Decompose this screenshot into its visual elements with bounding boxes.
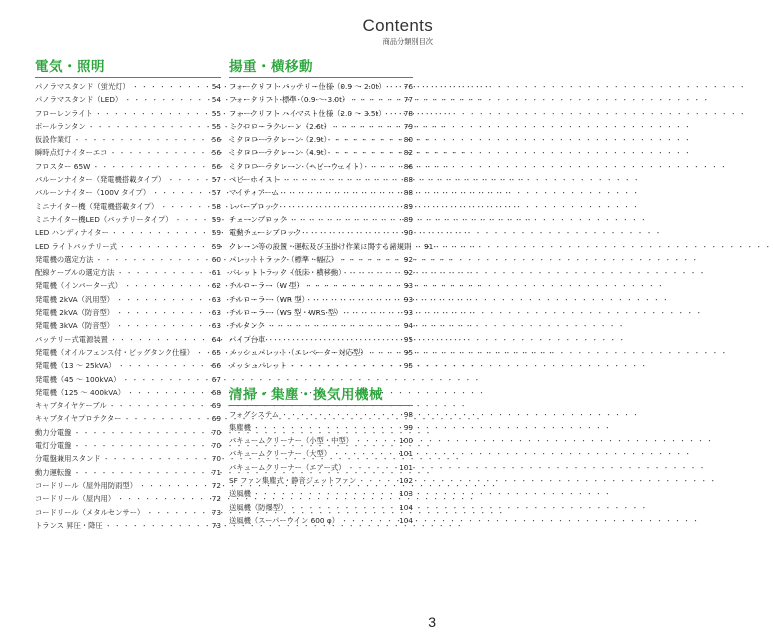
toc-entry [35, 215, 221, 228]
toc-entry-label: ミクロローラクレーン（2.6t） [229, 121, 331, 131]
toc-entry [35, 308, 221, 321]
toc-entry [35, 321, 221, 334]
toc-entry [229, 122, 413, 135]
toc-entry-page: 56 [211, 148, 221, 158]
toc-entry-label: SF ファン集塵式・静音ジェットファン [229, 476, 357, 486]
toc-entry [35, 135, 221, 148]
dot-leader [331, 122, 401, 132]
toc-entry-page: 95 [403, 347, 413, 357]
toc-entry [229, 449, 413, 462]
toc-entry-page: 76 [403, 82, 413, 91]
toc-entry [35, 441, 221, 454]
toc-entry-label: LED ライトバッテリー式 [35, 241, 117, 251]
toc-entry-label: ミクロローラクレーン（2.9t） [229, 135, 331, 145]
toc-entry-page: 72 [211, 480, 221, 490]
toc-entry-label: クレーン等の設置・運転及び玉掛け作業に関する諸規則 [229, 241, 412, 251]
toc-entry-label: チェーンブロック [229, 214, 287, 224]
dot-leader [304, 281, 401, 291]
toc-entry-page: 90 [403, 228, 413, 238]
toc-entry [229, 162, 413, 175]
toc-entry [229, 268, 413, 281]
dot-leader [309, 295, 401, 305]
toc-entry-page: 93 [403, 294, 413, 304]
toc-entry-page: 64 [211, 334, 221, 344]
toc-entry [229, 348, 413, 361]
toc-entry-page: 94 [403, 321, 413, 331]
toc-entry-page: 73 [211, 507, 221, 517]
toc-entry-page: 61 [211, 268, 221, 278]
toc-entry-label: 集塵機 [229, 422, 251, 432]
section-title-cleaning: 清掃・集塵・換気用機械 [229, 383, 413, 406]
dot-leader [122, 95, 209, 105]
dot-leader [301, 228, 401, 238]
dot-leader [107, 401, 209, 411]
toc-entry-label: LED ハンディナイター [35, 228, 109, 238]
toc-entry-page: 80 [403, 135, 413, 145]
toc-entry [35, 148, 221, 161]
toc-entry-page: 89 [403, 201, 413, 211]
toc-entry [229, 109, 413, 122]
toc-entry-label: 送風機（スーパーウイン 600 φ） [229, 515, 339, 525]
dot-leader [137, 481, 209, 491]
toc-entry-label: チルタンク [229, 321, 265, 331]
toc-entry-page: 79 [403, 121, 413, 131]
toc-entry-label: コードリール（屋内用） [35, 494, 116, 504]
toc-entry [35, 388, 221, 401]
dot-leader [346, 463, 400, 473]
toc-entry [35, 281, 221, 294]
toc-entry-label: キャブタイヤケーブル [35, 401, 107, 411]
toc-entry-label: フロスター 65W [35, 161, 91, 171]
toc-entry-label: 分電盤兼用スタンド [35, 454, 101, 464]
toc-entry-label: 発電機の選定方法 [35, 254, 94, 264]
toc-entry [229, 516, 413, 529]
toc-entry-page: 71 [211, 467, 221, 477]
toc-entry-page: 92 [403, 268, 413, 278]
toc-entry-label: 電動チェーンブロック [229, 228, 302, 238]
toc-entry [35, 82, 221, 95]
toc-entry [35, 348, 221, 361]
dot-leader [386, 82, 401, 92]
toc-entry [229, 255, 413, 268]
toc-entry [229, 95, 413, 108]
toc-entry [35, 188, 221, 201]
toc-entry-page: 70 [211, 441, 221, 451]
toc-entry-label: 発電機（125 ～ 400kVA） [35, 387, 126, 397]
toc-entry [35, 255, 221, 268]
toc-entry-label: パレットトラック（標準・幅広） [229, 254, 339, 264]
toc-entry [229, 295, 413, 308]
toc-entry-label: 送風機（防爆型） [229, 502, 288, 512]
toc-entry-label: キャブタイヤプロテクター [35, 414, 122, 424]
toc-entry-page: 70 [211, 454, 221, 464]
dot-leader [125, 388, 209, 398]
dot-leader [150, 188, 209, 198]
left-column [35, 55, 221, 534]
dot-leader [339, 516, 399, 526]
toc-entry [229, 423, 413, 436]
dot-leader [165, 175, 209, 185]
toc-entry [229, 503, 413, 516]
toc-entry-label: 配線ケーブルの選定方法 [35, 268, 115, 278]
toc-entry [35, 428, 221, 441]
dot-leader [71, 441, 209, 451]
toc-entry-page: 82 [403, 148, 413, 158]
toc-entry [35, 361, 221, 374]
dot-leader [115, 268, 209, 278]
dot-leader [367, 162, 401, 172]
dot-leader [101, 454, 209, 464]
toc-entry-page: 59 [211, 241, 221, 251]
toc-entry-page: 95 [403, 334, 413, 344]
toc-list-cleaning [229, 410, 413, 530]
toc-entry-label: 発電機 3kVA（防音型） [35, 321, 115, 331]
toc-entry-page: 59 [211, 228, 221, 238]
toc-entry-page: 55 [211, 121, 221, 131]
toc-entry-page: 98 [403, 409, 413, 419]
toc-entry-label: バルーンナイター（100V タイプ） [35, 188, 151, 198]
dot-leader [346, 268, 401, 278]
toc-entry [35, 414, 221, 427]
dot-leader [114, 308, 209, 318]
page-header [363, 16, 433, 47]
toc-entry-page: 57 [211, 188, 221, 198]
toc-entry-label: ミクロローラクレーン（4.9t） [229, 148, 331, 158]
dot-leader [71, 468, 209, 478]
toc-entry [35, 508, 221, 521]
toc-entry [35, 95, 221, 108]
toc-entry-label: チルローラー（WR 型） [229, 294, 309, 304]
toc-entry [35, 109, 221, 122]
toc-entry [35, 468, 221, 481]
dot-leader [386, 109, 401, 119]
toc-entry-page: 99 [403, 422, 413, 432]
toc-entry-page: 65 [211, 347, 221, 357]
toc-entry-label: ボールランタン [35, 121, 86, 131]
toc-entry [229, 241, 434, 255]
toc-entry [229, 281, 413, 294]
toc-entry-label: マイティアーム [229, 188, 280, 198]
toc-entry-label: バルーンナイター（発電機搭載タイプ） [35, 175, 166, 185]
dot-leader [90, 162, 209, 172]
page-number: 3 [428, 614, 436, 630]
dot-leader [71, 135, 209, 145]
toc-entry-label: ベビーホイスト [229, 175, 280, 185]
toc-entry-page: 102 [399, 476, 413, 486]
toc-entry-page: 58 [211, 201, 221, 211]
toc-entry-page: 63 [211, 321, 221, 331]
dot-leader [108, 335, 209, 345]
toc-entry [229, 228, 413, 241]
dot-leader [158, 202, 209, 212]
section-title-electric: 電気・照明 [35, 55, 221, 78]
toc-entry-page: 72 [211, 494, 221, 504]
toc-entry-label: メッシュパレット [229, 361, 288, 371]
toc-entry-label: 発電機（13 ～ 25kVA） [35, 361, 116, 371]
toc-entry [35, 122, 221, 135]
dot-leader [367, 348, 401, 358]
dot-leader [120, 375, 209, 385]
toc-entry-label: 発電機（インバーター式） [35, 281, 123, 291]
dot-leader [103, 521, 209, 531]
dot-leader [93, 109, 209, 119]
toc-entry-label: フォークリフト 標準（0.9 ～ 3.0t） [229, 95, 350, 105]
toc-entry [35, 268, 221, 281]
toc-entry-page: 60 [211, 254, 221, 264]
toc-entry-label: レバーブロック [229, 201, 280, 211]
toc-entry [229, 463, 413, 476]
toc-entry-label: ミクロローラクレーン（ヘビーウェイト） [229, 161, 367, 171]
toc-entry-label: ミニナイター機LED（バッテリータイプ） [35, 214, 173, 224]
toc-entry [35, 375, 221, 388]
dot-leader [265, 335, 401, 345]
dot-leader [279, 188, 401, 198]
dot-leader [331, 135, 401, 145]
toc-entry [229, 82, 413, 95]
toc-entry-label: フォグシステム [229, 409, 279, 419]
dot-leader [114, 321, 209, 331]
toc-entry-label: 動力運転盤 [35, 467, 72, 477]
toc-entry-page: 67 [211, 374, 221, 384]
toc-entry-page: 55 [211, 108, 221, 118]
toc-entry-page: 54 [211, 95, 221, 105]
toc-entry-page: 77 [403, 95, 413, 105]
toc-entry [35, 401, 221, 414]
dot-leader [279, 202, 401, 212]
toc-entry [229, 215, 413, 228]
toc-entry-label: バキュームクリーナー（大型） [229, 449, 332, 459]
toc-entry-page: 93 [403, 308, 413, 318]
toc-entry-page: 69 [211, 414, 221, 424]
toc-entry-page: 56 [211, 161, 221, 171]
toc-entry [229, 335, 413, 348]
toc-entry-page: 70 [211, 427, 221, 437]
toc-entry [35, 242, 221, 255]
toc-entry-label: 送風機 [229, 489, 251, 499]
toc-entry-page: 59 [211, 214, 221, 224]
dot-leader [71, 428, 209, 438]
dot-leader [287, 215, 401, 225]
toc-entry-page: 66 [211, 361, 221, 371]
toc-entry [229, 410, 413, 423]
page-title: Contents [362, 16, 433, 35]
toc-entry-page: 56 [211, 135, 221, 145]
toc-entry-page: 101 [399, 449, 413, 459]
toc-entry-page: 101 [399, 462, 413, 472]
toc-entry [229, 476, 413, 489]
toc-entry-label: フォークリフト バッテリー仕様（0.9 ～ 2.0t） [229, 82, 386, 91]
dot-leader [353, 436, 399, 446]
toc-entry [229, 175, 413, 188]
dot-leader [279, 410, 401, 420]
page-subtitle: 商品分類別目次 [382, 37, 433, 46]
toc-entry [35, 295, 221, 308]
toc-entry-page: 104 [399, 515, 413, 525]
toc-entry-page: 54 [211, 82, 221, 91]
toc-entry-label: パノラマスタンド（蛍光灯） [35, 82, 130, 91]
toc-entry-label: 瞬時点灯ナイターエコ [35, 148, 108, 158]
dot-leader [349, 95, 401, 105]
dot-leader [265, 321, 401, 331]
toc-entry-label: 発電機 2kVA（防音型） [35, 308, 115, 318]
toc-entry-label: パイプ台車 [229, 334, 266, 344]
toc-entry [35, 454, 221, 467]
dot-leader [116, 361, 209, 371]
toc-entry-label: バキュームクリーナー（エアー式） [229, 462, 346, 472]
dot-leader [331, 449, 399, 459]
toc-entry-label: パノラマスタンド（LED） [35, 95, 123, 105]
dot-leader [109, 228, 209, 238]
toc-entry-label: 発電機（オイルフェンス付・ビッグタンク仕様） [35, 347, 194, 357]
dot-leader [287, 361, 401, 371]
toc-entry-page: 88 [403, 175, 413, 185]
dot-leader [342, 308, 401, 318]
toc-entry-page: 100 [399, 436, 413, 446]
toc-entry-page: 69 [211, 401, 221, 411]
toc-entry-page: 92 [403, 254, 413, 264]
dot-leader [251, 489, 399, 499]
dot-leader [121, 414, 209, 424]
dot-leader [114, 295, 209, 305]
dot-leader [173, 215, 209, 225]
toc-entry-label: コードリール（メタルセンサー） [35, 507, 145, 517]
dot-leader [144, 508, 209, 518]
toc-entry [229, 202, 413, 215]
toc-entry-label: フォークリフト ハイマスト仕様（2.0 ～ 3.5t） [229, 108, 386, 118]
toc-entry-page: 63 [211, 294, 221, 304]
toc-entry-page: 86 [403, 161, 413, 171]
dot-leader [411, 242, 421, 252]
toc-entry [229, 135, 413, 148]
dot-leader [356, 476, 399, 486]
toc-entry-page: 68 [211, 387, 221, 397]
toc-entry-label: メッシュパレット（エレベーター対応型） [229, 347, 368, 357]
toc-list-lifting [229, 82, 434, 375]
toc-entry [35, 162, 221, 175]
toc-entry-label: バキュームクリーナー（小型・中型） [229, 436, 354, 446]
toc-entry-label: ミニナイター機（発電機搭載タイプ） [35, 201, 159, 211]
dot-leader [122, 281, 209, 291]
toc-list-electric [35, 82, 221, 534]
toc-entry-label: トランス 昇圧・降圧 [35, 520, 103, 530]
dot-leader [115, 494, 209, 504]
toc-entry [35, 494, 221, 507]
section-title-lifting: 揚重・横移動 [229, 55, 413, 78]
toc-entry-label: フローレンライト [35, 108, 93, 118]
toc-entry-label: コードリール（屋外用防雨型） [35, 480, 138, 490]
toc-entry [229, 436, 413, 449]
toc-entry-label: 発電機 2kVA（汎用型） [35, 294, 115, 304]
toc-entry-label: チルローラー（WS 型・WRS 型） [229, 308, 343, 318]
toc-entry-label: バッテリー式電源装置 [35, 334, 108, 344]
toc-entry [229, 321, 413, 334]
dot-leader [338, 255, 401, 265]
toc-entry-label: 動力分電盤 [35, 427, 72, 437]
dot-leader [107, 148, 209, 158]
toc-entry [35, 521, 221, 534]
toc-entry [35, 335, 221, 348]
dot-leader [331, 148, 401, 158]
toc-entry-page: 62 [211, 281, 221, 291]
toc-entry [229, 148, 413, 161]
toc-entry-page: 95 [403, 361, 413, 371]
dot-leader [251, 423, 401, 433]
toc-entry-page: 89 [403, 214, 413, 224]
toc-entry-page: 63 [211, 308, 221, 318]
toc-entry-label: チルローラー（W 型） [229, 281, 304, 291]
toc-entry-page: 78 [403, 108, 413, 118]
toc-entry [35, 175, 221, 188]
dot-leader [287, 503, 399, 513]
toc-entry-page: 93 [403, 281, 413, 291]
toc-entry-label: 電灯分電盤 [35, 441, 72, 451]
toc-entry-label: 仮設作業灯 [35, 135, 72, 145]
dot-leader [280, 175, 401, 185]
dot-leader [86, 122, 209, 132]
toc-entry-page: 88 [403, 188, 413, 198]
dot-leader [130, 82, 209, 92]
toc-entry [35, 202, 221, 215]
toc-entry-page: 57 [211, 175, 221, 185]
toc-entry-page: 73 [211, 520, 221, 530]
dot-leader [117, 242, 209, 252]
toc-entry [229, 489, 413, 502]
toc-entry [229, 308, 413, 321]
toc-entry-label: 発電機（45 ～ 100kVA） [35, 374, 121, 384]
right-column [229, 55, 434, 529]
toc-entry-page: 104 [399, 502, 413, 512]
toc-entry-page: 91 [423, 241, 434, 251]
toc-entry [35, 228, 221, 241]
toc-entry-page: 103 [399, 489, 413, 499]
dot-leader [93, 255, 209, 265]
toc-entry [229, 361, 413, 374]
toc-entry-label: パレットトラック（低床・横移動） [229, 268, 346, 278]
dot-leader [194, 348, 209, 358]
toc-entry [35, 481, 221, 494]
toc-entry [229, 188, 413, 201]
